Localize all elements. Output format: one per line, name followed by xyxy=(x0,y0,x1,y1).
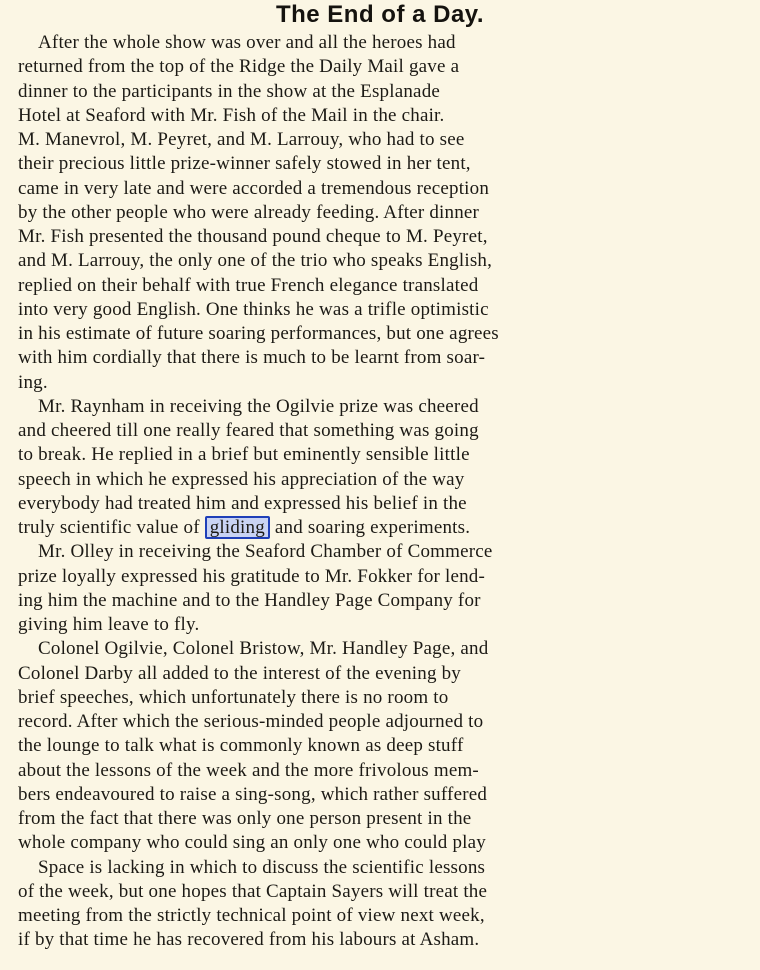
text-line: by the other people who were already feeding. After dinner xyxy=(18,201,480,223)
text-line: ing him the machine and to the Handley Page Company for xyxy=(18,589,481,611)
text-line: with him cordially that there is much to be learnt from soar- xyxy=(18,347,486,369)
text-line: and cheered till one really feared that something was going xyxy=(18,420,479,441)
text-line: ing. xyxy=(18,371,48,393)
text-line: M. Manevrol, M. Peyret, and M. Larrouy, who had to see xyxy=(18,129,465,150)
text-line: of the week, but one hopes that Captain Sayers will treat the xyxy=(18,880,488,902)
text-line: came in very late and were accorded a tremendous reception xyxy=(18,177,490,199)
text-line: replied on their behalf with true French elegance translated xyxy=(18,274,479,296)
text-line: prize loyally expressed his gratitude to Mr. Fokker for lend- xyxy=(18,565,486,587)
text-line: if by that time he has recovered from his labours at Asham. xyxy=(18,929,480,951)
text-line: into very good English. One thinks he was a trifle optimistic xyxy=(18,298,489,320)
article-body xyxy=(18,31,738,953)
text-line: everybody had treated him and expressed his belief in the xyxy=(18,492,467,514)
text-line: dinner to the participants in the show at the Esplanade xyxy=(18,80,441,102)
text-line: from the fact that there was only one person present in the xyxy=(18,808,472,829)
text-line: whole company who could sing an only one who could play xyxy=(18,832,486,854)
article-title: The End of a Day. xyxy=(275,1,485,28)
text-line: to break. He replied in a brief but eminently sensible little xyxy=(18,444,470,466)
text-line: bers endeavoured to raise a sing-song, which rather suffered xyxy=(18,783,488,805)
text-line: Mr. Fish presented the thousand pound cheque to M. Peyret, xyxy=(18,226,488,247)
text-line: record. After which the serious-minded people adjourned to xyxy=(18,711,484,732)
text-line: about the lessons of the week and the more frivolous mem- xyxy=(18,759,479,781)
text-line xyxy=(18,516,738,540)
text-line: Mr. Raynham in receiving the Ogilvie prize was cheered xyxy=(38,395,479,417)
text-line: Hotel at Seaford with Mr. Fish of the Mail in the chair. xyxy=(18,104,445,126)
line-text: and soaring experiments. xyxy=(274,517,471,538)
text-line: Colonel Ogilvie, Colonel Bristow, Mr. Handley Page, and xyxy=(38,638,489,660)
text-line: Space is lacking in which to discuss the scientific lessons xyxy=(38,856,486,878)
text-line: their precious little prize-winner safely stowed in her tent, xyxy=(18,153,471,175)
text-line: giving him leave to fly. xyxy=(18,614,200,635)
text-line: After the whole show was over and all the heroes had xyxy=(38,32,456,53)
text-line: returned from the top of the Ridge the Daily Mail gave a xyxy=(18,56,460,78)
text-line: speech in which he expressed his appreciation of the way xyxy=(18,468,465,490)
text-line: brief speeches, which unfortunately there is no room to xyxy=(18,686,449,708)
text-line: Mr. Olley in receiving the Seaford Chamber of Commerce xyxy=(38,541,493,563)
text-line: in his estimate of future soaring performances, but one agrees xyxy=(18,323,499,344)
text-line: and M. Larrouy, the only one of the trio who speaks English, xyxy=(18,250,493,272)
text-line: Colonel Darby all added to the interest of the evening by xyxy=(18,662,462,684)
highlighted-word[interactable]: gliding xyxy=(205,516,270,539)
line-text: truly scientific value of xyxy=(18,517,200,538)
text-line: the lounge to talk what is commonly known as deep stuff xyxy=(18,735,464,757)
text-line: meeting from the strictly technical point of view next week, xyxy=(18,905,485,926)
